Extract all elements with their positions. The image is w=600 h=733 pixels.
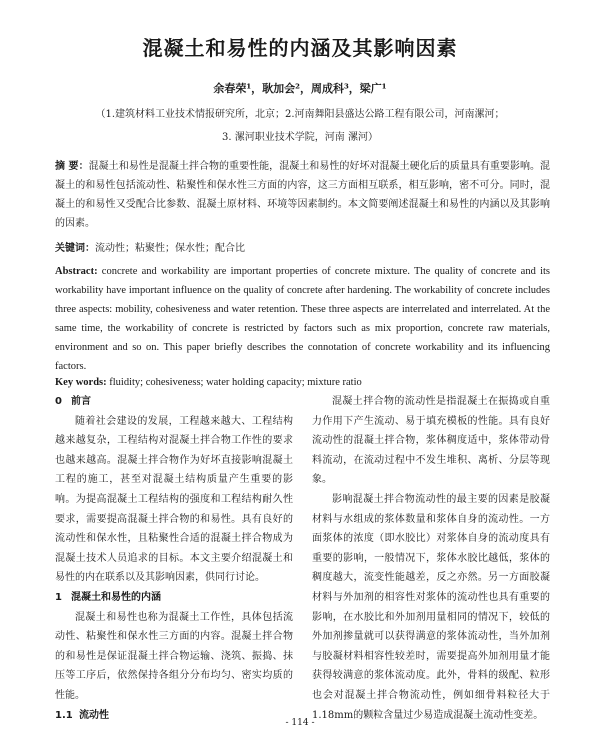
chinese-abstract [55,157,550,233]
body-column-left [55,392,293,725]
affiliation-line-2: 3. 漯河职业技术学院，河南 漯河） [222,132,378,143]
section-title: 前言 [71,396,91,407]
paper-title: 混凝土和易性的内涵及其影响因素 [142,36,458,60]
english-abstract [55,262,550,376]
paragraph: 混凝土拌合物的流动性是指混凝土在振捣或自重力作用下产生流动、易于填充模板的性能。具有良好流动性的混凝土拌合物，浆体稠度适中，浆体带动骨料流动，在流动过程中不发生堆积、离析、分层等现象。 [312,396,550,486]
chinese-keywords [55,239,550,258]
section-heading-0 [55,392,293,412]
chinese-keywords-text: 流动性；粘聚性；保水性；配合比 [95,243,245,254]
english-keywords-label: Key words: [55,377,107,388]
body-column-right [312,392,550,725]
page-number: - 114 - [285,718,315,728]
english-abstract-text: concrete and workability are important properties of concrete mixture. The quality of concrete and its workability have important influence on the quality of concrete after hardening. The workability of concrete includes three aspects: mobility, cohesiveness and water retention. These three aspects are interrelated and interrelated. At the same time, the workability of concrete is restricted by factors such as mix proportion, concrete raw materials, environment and so on. This paper briefly describes the connotation of concrete workability and its influencing factors. [55,266,550,372]
affiliation-line-1: （1.建筑材料工业技术情报研究所，北京；2.河南舞阳县盛达公路工程有限公司，河南漯河； [95,109,505,120]
author-list: 余春荣¹，耿加会²，周成科³，梁广¹ [213,82,387,95]
english-abstract-label: Abstract: [55,266,98,277]
chinese-keywords-label: 关键词： [55,243,95,254]
section-heading-1 [55,588,293,608]
english-keywords [55,373,550,392]
paragraph: 随着社会建设的发展，工程越来越大、工程结构越来越复杂，工程结构对混凝土拌合物工作性的要求也越来越高。混凝土拌合物作为好坏直接影响混凝土工程的施工，甚至对混凝土结构质量产生重要的影响。为提高混凝土工程结构的强度和工程结构耐久性要求，需要提高混凝土拌合物的和易性。具有良好的流动性和保水性，且粘聚性合适的混凝土拌合物成为混凝土技术人员追求的目标。本文主要介绍混凝土和易性的内在联系以及其影响因素，供同行讨论。 [55,415,293,584]
section-number: 1 [55,591,62,603]
section-number: 1.1 [55,709,73,721]
paragraph: 影响混凝土拌合物流动性的最主要的因素是胶凝材料与水组成的浆体数量和浆体自身的流动性。一方面浆体的浓度（即水胶比）对浆体自身的流动度具有重要的影响，一般情况下，浆体水胶比越低，浆体的稠度越大，流变性能越差，反之亦然。另一方面胶凝材料与外加剂的相容性对浆体的流动性也具有重要的影响，在水胶比和外加剂用量相同的情况下，较低的外加剂掺量就可以获得满意的浆体流动性，当外加剂与胶凝材料相容性较差时，需要提高外加剂用量才能获得较满意的浆体流动度。此外，骨料的级配、粒形也会对混凝土拌合物流动性，例如细骨料粒径大于1.18mm的颗粒含量过少易造成混凝土流动性变差。 [312,493,550,721]
chinese-abstract-label: 摘 要： [55,161,89,172]
section-title: 流动性 [79,709,109,721]
section-title: 混凝土和易性的内涵 [71,591,161,603]
english-keywords-text: fluidity; cohesiveness; water holding capacity; mixture ratio [106,377,362,388]
chinese-abstract-text: 混凝土和易性是混凝土拌合物的重要性能，混凝土和易性的好坏对混凝土硬化后的质量具有重要影响。混凝土的和易性包括流动性、粘聚性和保水性三方面的内容，这三方面相互联系，相互影响，密不可分。同时，混凝土的和易性又受配合比参数、混凝土原材料、环境等因素制约。本文简要阐述混凝土和易性的内涵以及其影响的因素。 [55,161,551,229]
section-number: 0 [55,396,62,407]
paragraph: 混凝土和易性也称为混凝土工作性，具体包括流动性、粘聚性和保水性三方面的内容。混凝土拌合物的和易性是保证混凝土拌合物运输、浇筑、振捣、抹压等工序后，依然保持各组分分布均匀、密实均质的性能。 [55,611,293,701]
